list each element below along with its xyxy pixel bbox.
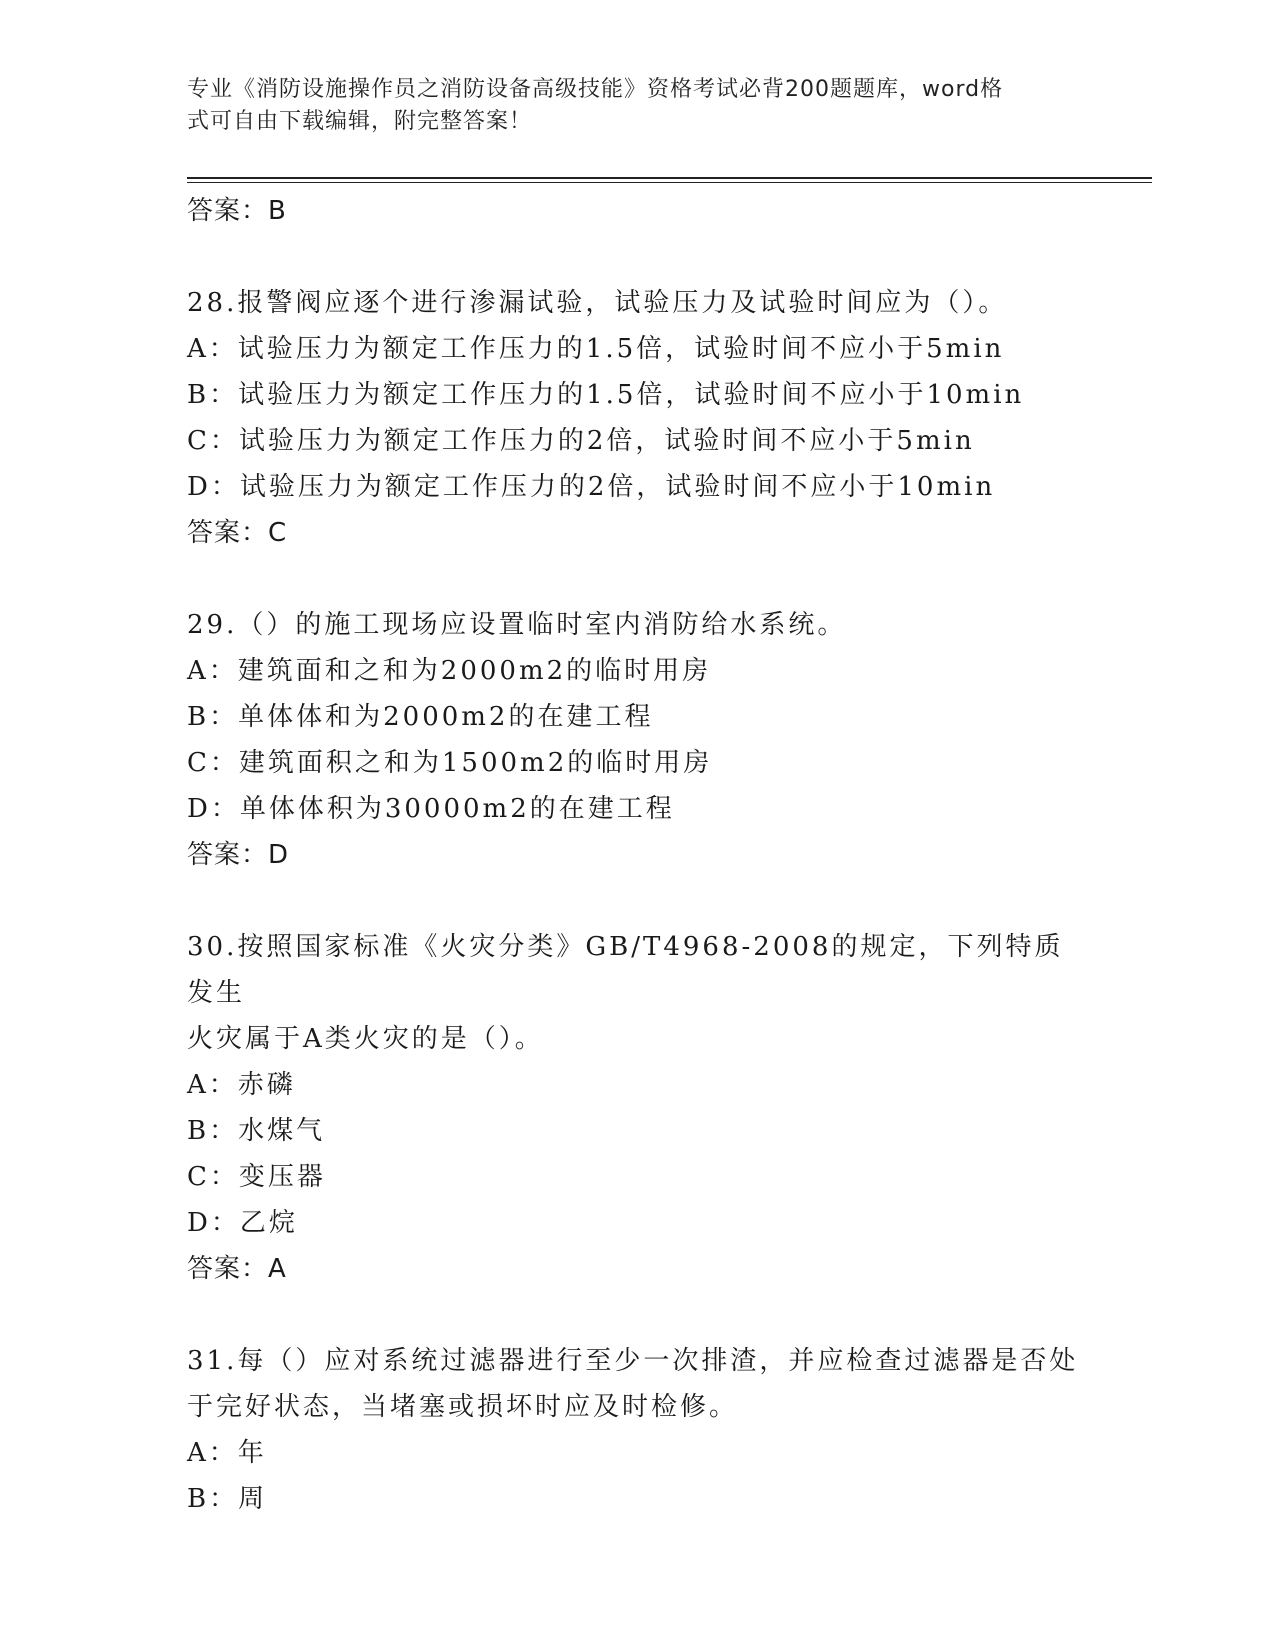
header-title-line-2: 式可自由下载编辑，附完整答案！ (187, 109, 533, 134)
option-d: D：试验压力为额定工作压力的2倍，试验时间不应小于10min (187, 472, 996, 502)
option-a: A：试验压力为额定工作压力的1.5倍，试验时间不应小于5min (187, 334, 1005, 364)
question-31 (187, 1338, 1087, 1522)
option-b: B：单体体和为2000m2的在建工程 (187, 702, 654, 732)
option-a: A：年 (187, 1438, 267, 1468)
option-d: D：单体体积为30000m2的在建工程 (187, 794, 675, 824)
answer-label: 答案：A (187, 1254, 287, 1284)
option-b: B：周 (187, 1484, 268, 1514)
option-b: B：试验压力为额定工作压力的1.5倍，试验时间不应小于10min (187, 380, 1025, 410)
question-text: 28.报警阀应逐个进行渗漏试验，试验压力及试验时间应为（）。 (187, 288, 1008, 318)
question-text-line-2: 于完好状态，当堵塞或损坏时应及时检修。 (187, 1392, 739, 1422)
question-29 (187, 602, 1087, 878)
option-c: C：试验压力为额定工作压力的2倍，试验时间不应小于5min (187, 426, 975, 456)
answer-label: 答案：D (187, 840, 290, 870)
answer-label-27: 答案：B (187, 196, 287, 226)
option-c: C：建筑面积之和为1500m2的临时用房 (187, 748, 713, 778)
option-a: A：建筑面和之和为2000m2的临时用房 (187, 656, 712, 686)
header-divider-thick (187, 177, 1152, 179)
option-d: D：乙烷 (187, 1208, 298, 1238)
question-28 (187, 280, 1087, 556)
question-text-line-1: 31.每（）应对系统过滤器进行至少一次排渣，并应检查过滤器是否处 (187, 1346, 1079, 1376)
option-a: A：赤磷 (187, 1070, 296, 1100)
question-text: 29.（）的施工现场应设置临时室内消防给水系统。 (187, 610, 847, 640)
header-divider-thin (187, 182, 1152, 183)
answer-label: 答案：C (187, 518, 288, 548)
option-c: C：变压器 (187, 1162, 326, 1192)
question-list (187, 188, 1087, 1522)
option-b: B：水煤气 (187, 1116, 326, 1146)
document-header (187, 74, 1067, 138)
header-title-line-1: 专业《消防设施操作员之消防设备高级技能》资格考试必背200题题库，word格 (187, 77, 1004, 102)
question-text-line-2: 火灾属于A类火灾的是（）。 (187, 1024, 544, 1054)
question-text-line-1: 30.按照国家标准《火灾分类》GB/T4968-2008的规定，下列特质发生 (187, 932, 1064, 1008)
question-30 (187, 924, 1087, 1292)
